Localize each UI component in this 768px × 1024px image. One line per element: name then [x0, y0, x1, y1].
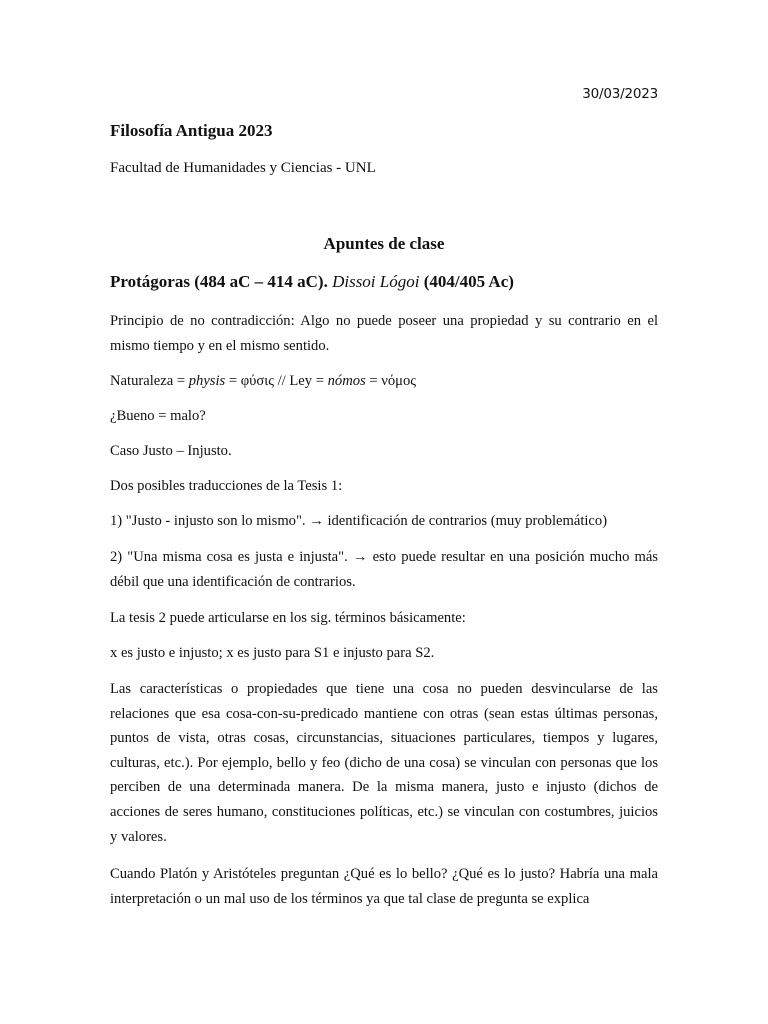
- paragraph-caso-justo: Caso Justo – Injusto.: [110, 443, 232, 459]
- paragraph-platon-aristoteles: Cuando Platón y Aristóteles preguntan ¿Qué es lo bello? ¿Qué es lo justo? Habría una mala interpretación o un mal uso de los términos ya que tal clase de pregunta se explica: [110, 866, 658, 907]
- paragraph-articulacion: La tesis 2 puede articularse en los sig. términos básicamente:: [110, 610, 466, 626]
- nomos-greek: = νόμος: [365, 373, 417, 389]
- course-title: Filosofía Antigua 2023: [110, 121, 273, 140]
- section-title: Apuntes de clase: [323, 234, 445, 253]
- faculty-name: Facultad de Humanidades y Ciencias - UNL: [110, 160, 376, 176]
- nomos-term: nómos: [327, 373, 366, 389]
- paragraph-caracteristicas: Las características o propiedades que tiene una cosa no pueden desvincularse de las relaciones que esa cosa-con-su-predicado mantiene con otras (sean estas últimas personas, puntos de vista, otras cosas, circunstancias, situaciones particulares, tiempos y lugares, culturas, etc.). Por ejemplo, bello y feo (dicho de una cosa) se vinculan con personas que los perciben de una determinada manera. De la misma manera, justo e injusto (dichos de acciones de seres humano, constituciones políticas, etc.) se vinculan con costumbres, juicios y valores.: [110, 681, 658, 845]
- paragraph-no-contradiccion: Principio de no contradicción: Algo no puede poseer una propiedad y su contrario en el mismo tiempo y en el mismo sentido.: [110, 313, 658, 354]
- document-date: 30/03/2023: [582, 86, 658, 102]
- paragraph-bueno-malo: ¿Bueno = malo?: [110, 408, 206, 424]
- physis-term: physis: [188, 373, 226, 389]
- paragraph-x-justo: x es justo e injusto; x es justo para S1 e injusto para S2.: [110, 645, 435, 661]
- paragraph-traducciones: Dos posibles traducciones de la Tesis 1:: [110, 478, 343, 494]
- naturaleza-label: Naturaleza =: [110, 373, 189, 389]
- paragraph-naturaleza-ley: [110, 369, 658, 394]
- paragraph-tesis-2: 2) "Una misma cosa es justa e injusta". → esto puede resultar en una posición mucho más débil que una identificación de contrarios.: [110, 549, 658, 590]
- topic-heading: [110, 272, 514, 292]
- topic-heading-part2: (404/405 Ac): [419, 272, 514, 291]
- ley-label: = φύσις // Ley =: [225, 373, 328, 389]
- topic-heading-part1: Protágoras (484 aC – 414 aC).: [110, 272, 333, 291]
- paragraph-tesis-1: 1) "Justo - injusto son lo mismo". → identificación de contrarios (muy problemático): [110, 513, 608, 529]
- topic-heading-italic: Dissoi Lógoi: [332, 272, 420, 291]
